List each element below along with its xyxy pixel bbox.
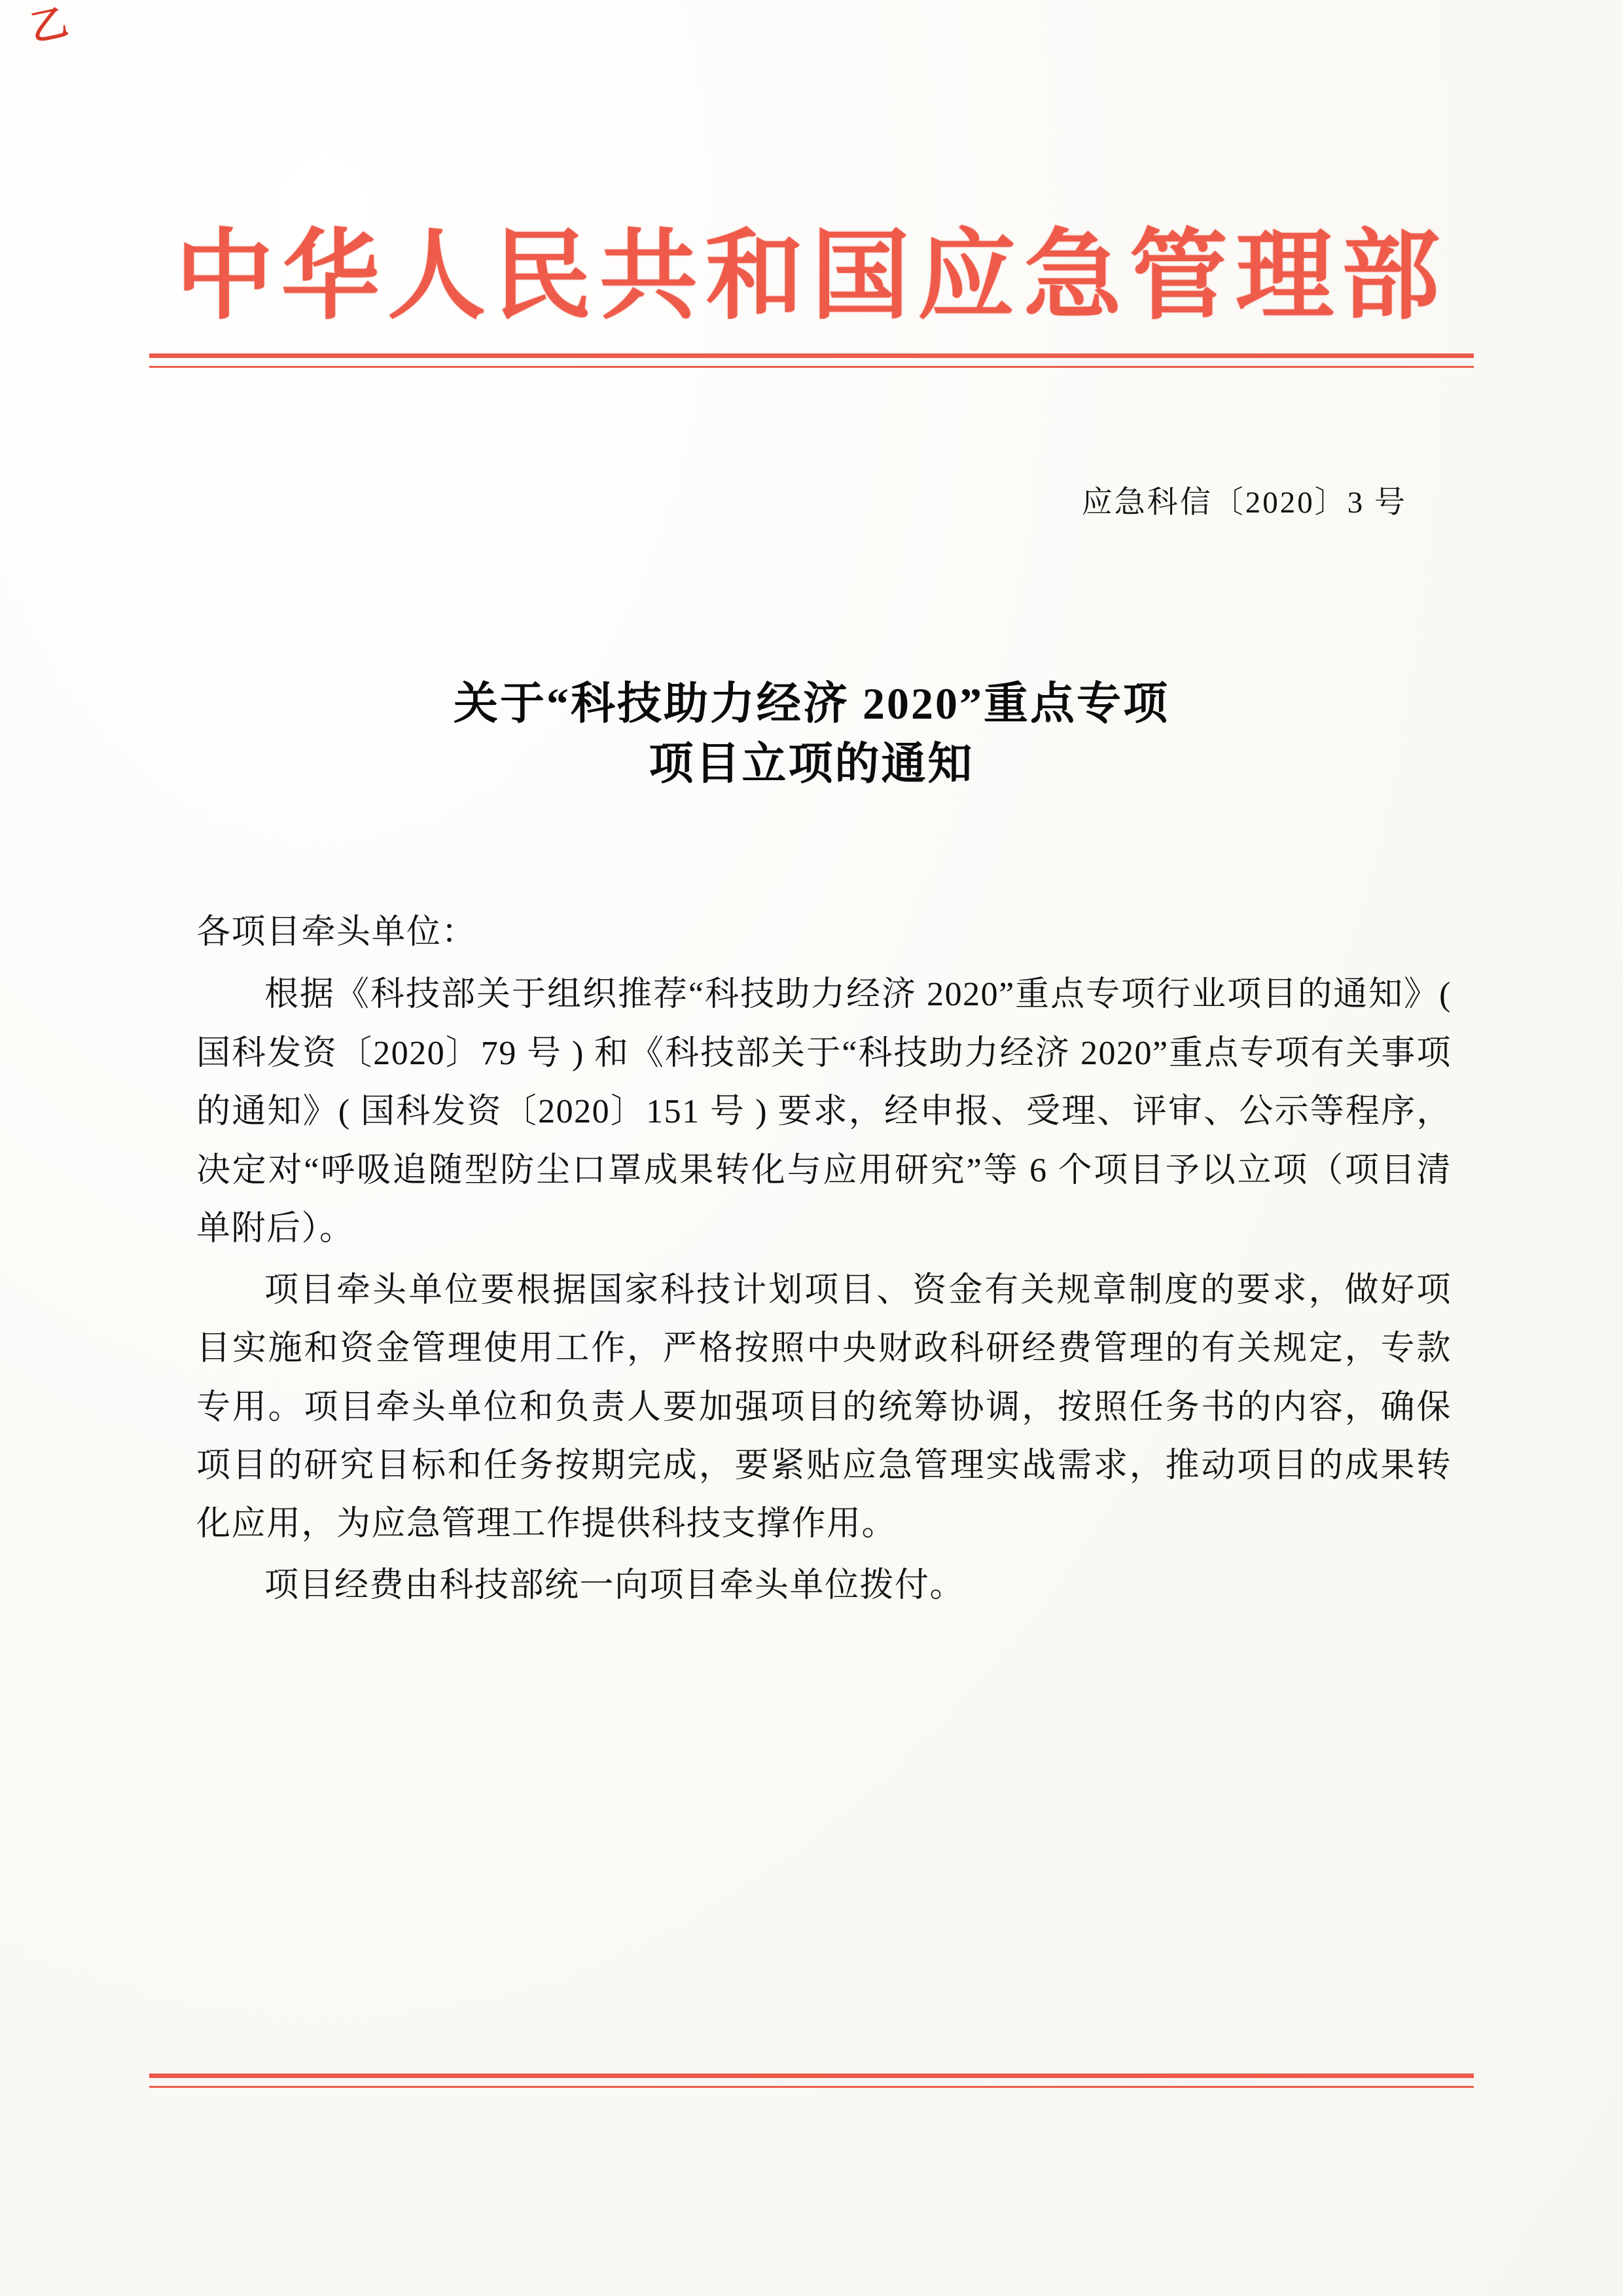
body-paragraph-3: 项目经费由科技部统一向项目牵头单位拨付。 (264, 1566, 965, 1604)
header-rule-group (149, 353, 1474, 368)
footer-rule-group (149, 2073, 1474, 2088)
page-title-line-2: 项目立项的通知 (649, 738, 974, 789)
footer-rule-thick (149, 2073, 1474, 2078)
body-paragraph-2: 项目牵头单位要根据国家科技计划项目、资金有关规章制度的要求，做好项目实施和资金管理使用工作，严格按照中央财政科研经费管理的有关规定，专款专用。项目牵头单位和负责人要加强项目的统筹协调，按照任务书的内容，确保项目的研究目标和任务按期完成，要紧贴应急管理实战需求，推动项目的成果转化应用，为应急管理工作提供科技支撑作用。 (196, 1271, 1452, 1543)
scan-corner-mark-icon: 乙 (27, 2, 72, 50)
masthead (0, 196, 1623, 338)
page-title-line-1: 关于“科技助力经济 2020”重点专项 (453, 679, 1169, 728)
body-paragraph-1: 根据《科技部关于组织推荐“科技助力经济 2020”重点专项行业项目的通知》( 国科发资〔2020〕79 号 ) 和《科技部关于“科技助力经济 2020”重点专项有关事项的通知》( 国科发资〔2020〕151 号 ) 要求，经申报、受理、评审、公示等程序，决定对“呼吸追随型防尘口罩成果转化与应用研究”等 6 个项目予以立项（项目清单附后）。 (196, 976, 1452, 1248)
document-number: 应急科信〔2020〕3 号 (1081, 486, 1407, 520)
header-rule-thick (149, 353, 1474, 358)
footer-rule-thin (149, 2086, 1474, 2088)
issuing-authority-title: 中华人民共和国应急管理部 (175, 223, 1448, 331)
page-title (196, 674, 1427, 795)
document-body (196, 903, 1452, 1617)
salutation: 各项目牵头单位： (196, 914, 477, 951)
header-rule-thin (149, 366, 1474, 368)
